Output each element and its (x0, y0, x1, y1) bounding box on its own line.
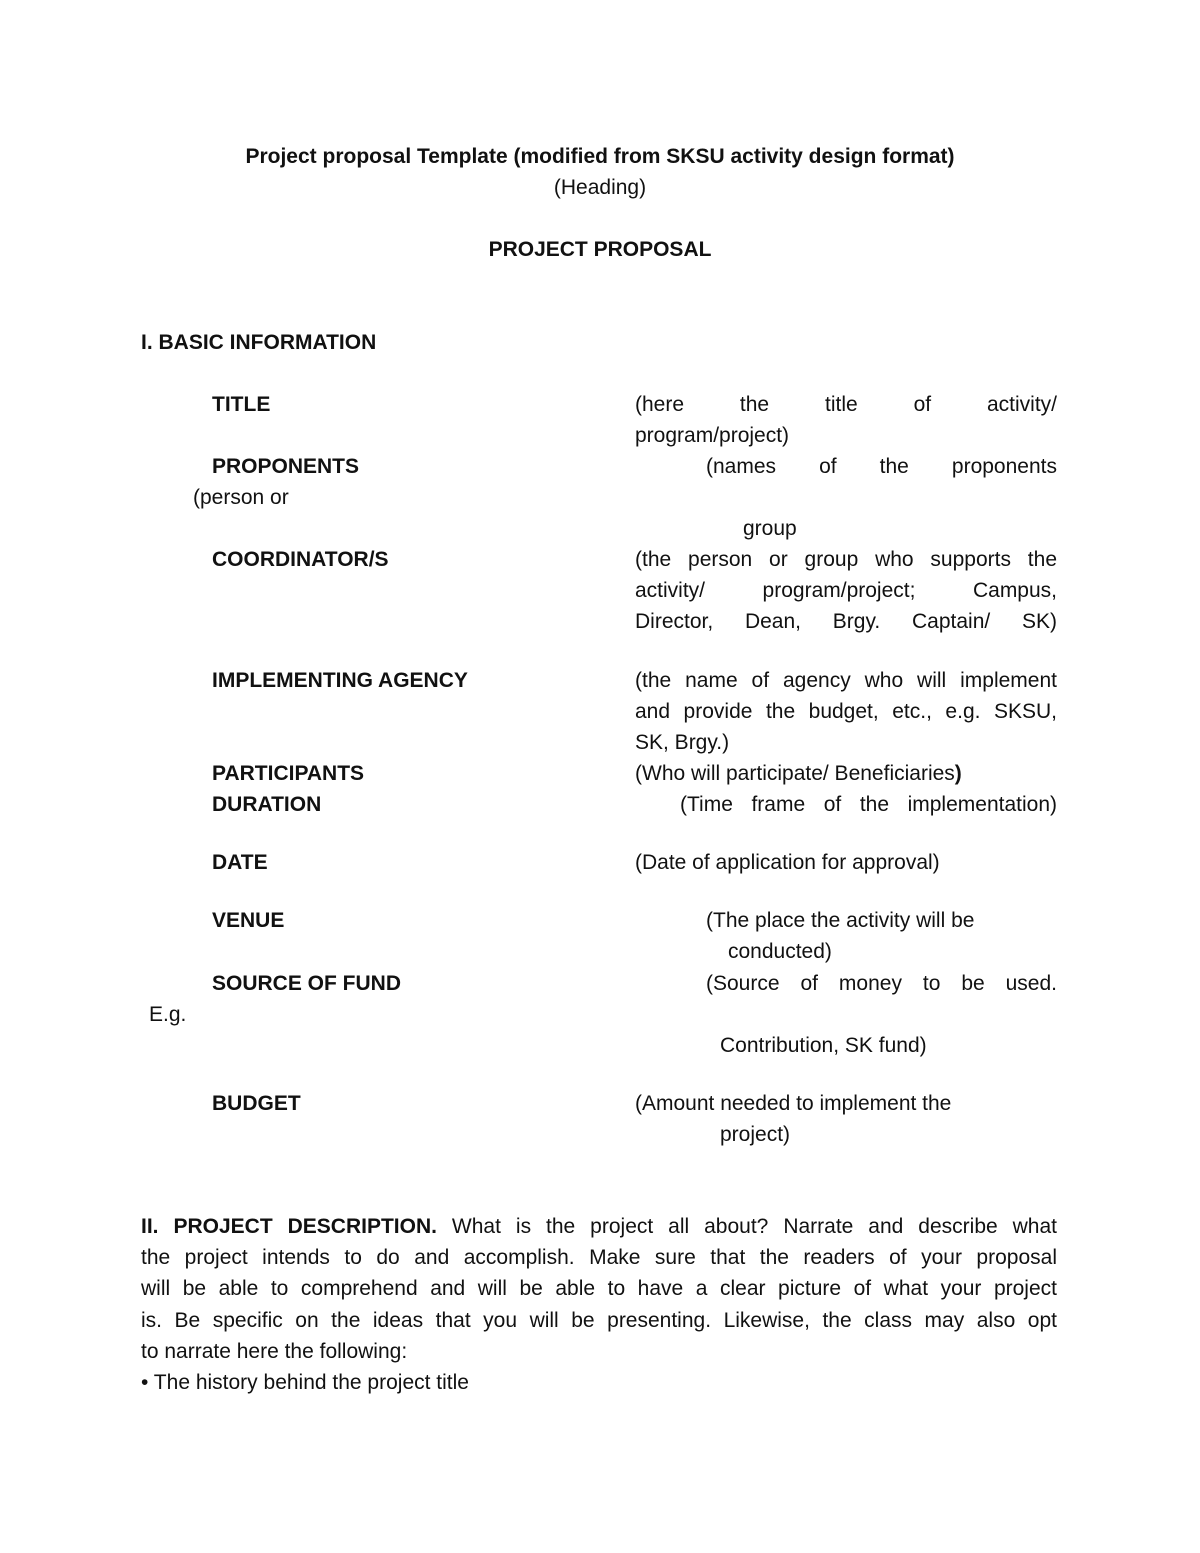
field-desc-coordinators-line1: (the person or group who supports the (635, 548, 1057, 571)
paragraph-line-text: What is the project all about? Narrate and describe what (436, 1215, 1057, 1238)
field-label-duration: DURATION (212, 793, 322, 816)
paragraph-line: will be able to comprehend and will be able to have a clear picture of what your project (141, 1277, 1057, 1301)
field-desc-proponents-line2: (person or (193, 486, 289, 509)
paragraph-line (141, 1216, 1057, 1247)
field-desc-fund-line1: (Source of money to be used. (706, 972, 1057, 995)
field-desc-participants-text: (Who will participate/ Beneficiaries (635, 762, 955, 785)
field-desc-duration: (Time frame of the implementation) (680, 793, 1057, 816)
field-label-implementing-agency: IMPLEMENTING AGENCY (212, 669, 468, 692)
field-desc-budget-line2: project) (720, 1123, 791, 1146)
field-desc-venue-line2: conducted) (728, 940, 832, 963)
field-desc-proponents-line1: (names of the proponents (706, 455, 1057, 478)
bullet-item: • The history behind the project title (141, 1370, 469, 1394)
field-desc-coordinators-line3: Director, Dean, Brgy. Captain/ SK) (635, 610, 1057, 633)
field-desc-agency-line1: (the name of agency who will implement (635, 669, 1057, 692)
field-desc-agency-line2: and provide the budget, etc., e.g. SKSU, (635, 700, 1057, 723)
paragraph-line: is. Be specific on the ideas that you will be presenting. Likewise, the class may also opt (141, 1308, 1057, 1332)
field-label-coordinators: COORDINATOR/S (212, 548, 389, 571)
field-desc-title-line1: (here the title of activity/ (635, 393, 1057, 416)
field-desc-title-line2: program/project) (635, 424, 790, 447)
proposal-title: PROJECT PROPOSAL (488, 238, 712, 261)
field-desc-participants (635, 763, 962, 784)
field-label-proponents: PROPONENTS (212, 455, 360, 478)
template-title: Project proposal Template (modified from SKSU activity design format) (245, 145, 955, 168)
field-label-venue: VENUE (212, 909, 285, 932)
project-description-paragraph (141, 1216, 1057, 1403)
field-label-date: DATE (212, 851, 268, 874)
field-label-budget: BUDGET (212, 1092, 301, 1115)
paragraph-line: the project intends to do and accomplish. Make sure that the readers of your proposal (141, 1246, 1057, 1270)
field-label-source-of-fund: SOURCE OF FUND (212, 972, 401, 995)
field-label-title: TITLE (212, 393, 271, 416)
field-desc-participants-close: ) (954, 762, 962, 785)
field-desc-fund-line3: Contribution, SK fund) (720, 1034, 927, 1057)
section-project-description-heading: II. PROJECT DESCRIPTION. (141, 1215, 437, 1238)
field-label-participants: PARTICIPANTS (212, 762, 365, 785)
field-desc-date: (Date of application for approval) (635, 851, 940, 874)
heading-note: (Heading) (553, 176, 647, 199)
field-desc-fund-line2: E.g. (149, 1003, 187, 1026)
field-desc-proponents-line3: group (743, 517, 797, 540)
field-desc-agency-line3: SK, Brgy.) (635, 731, 730, 754)
field-desc-venue-line1: (The place the activity will be (706, 909, 975, 932)
section-basic-information-heading: I. BASIC INFORMATION (141, 331, 377, 354)
field-desc-budget-line1: (Amount needed to implement the (635, 1092, 952, 1115)
field-desc-coordinators-line2: activity/ program/project; Campus, (635, 579, 1057, 602)
paragraph-line: to narrate here the following: (141, 1339, 408, 1363)
